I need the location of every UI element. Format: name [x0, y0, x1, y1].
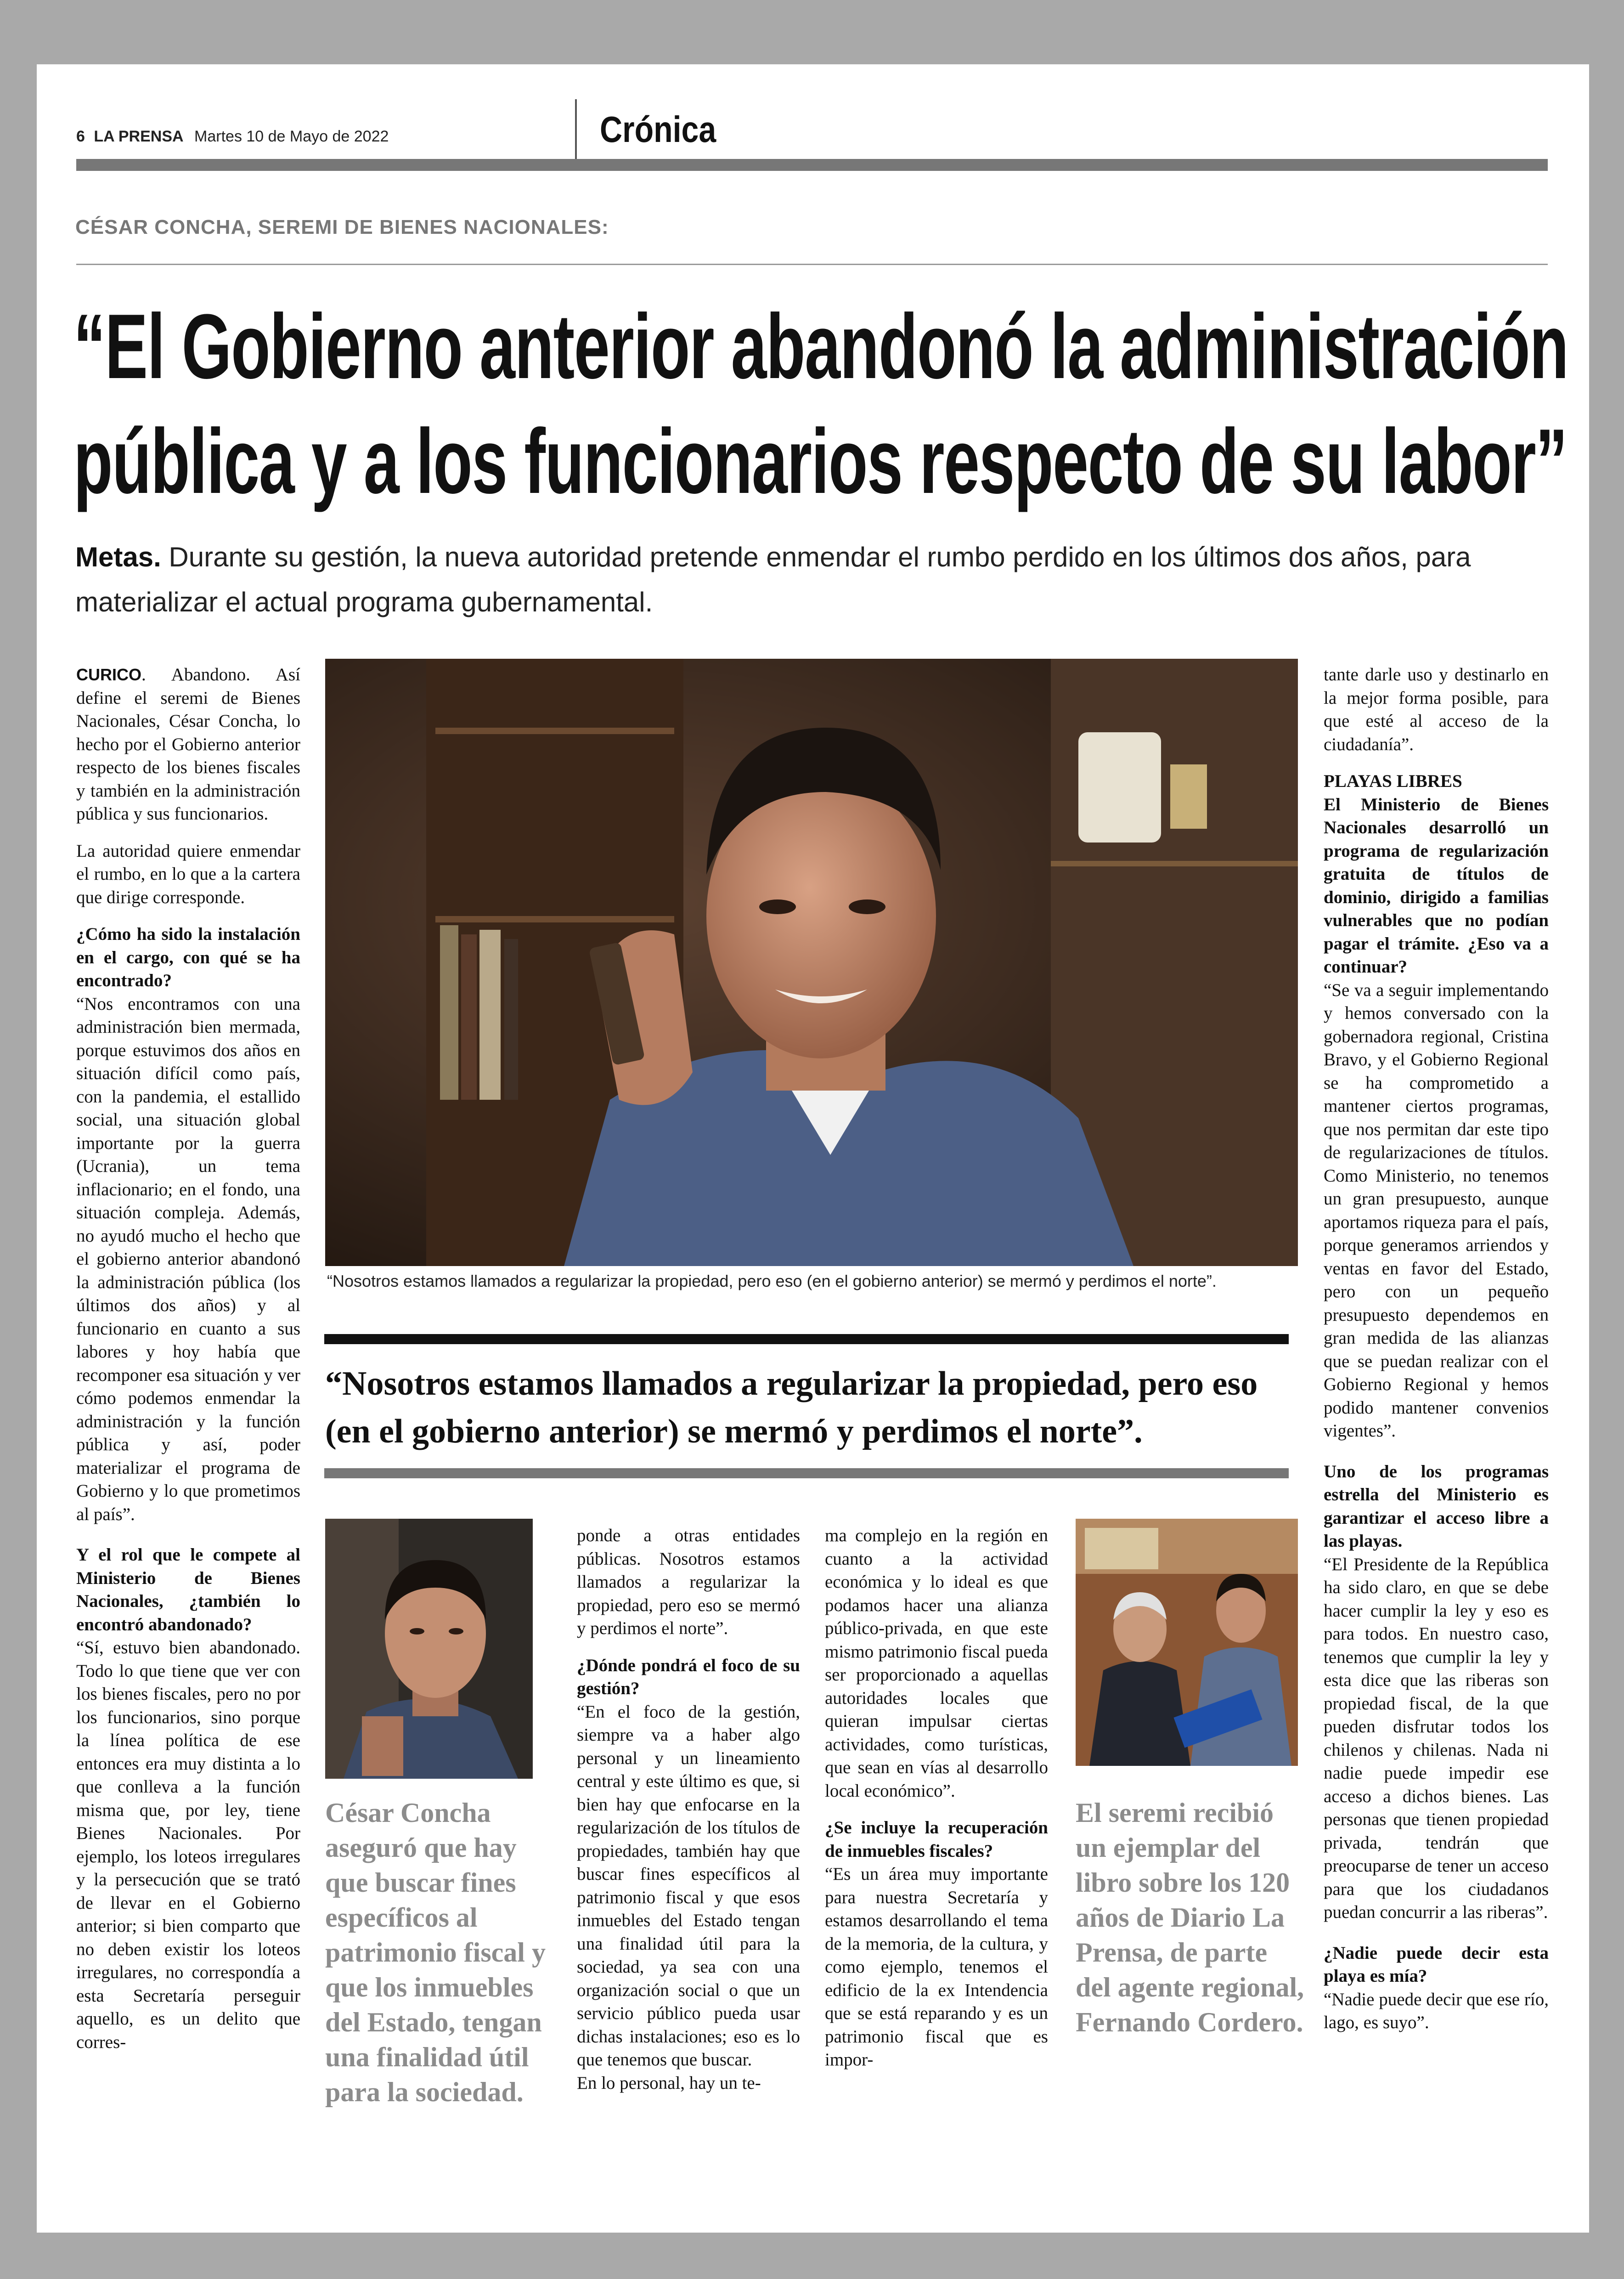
portrait-photo-image [325, 1519, 533, 1779]
deck [75, 535, 1536, 625]
paragraph: La autoridad quiere enmendar el rumbo, en lo que a la cartera que dirige corresponde. [76, 841, 300, 907]
kicker-rule [76, 264, 1548, 265]
question: El Ministerio de Bienes Nacionales desarrolló un programa de regularización gratuita de títulos de dominio, dirigido a familias vulnerables que no podían pagar el trámite. ¿Eso va a continuar? [1324, 794, 1549, 977]
question: ¿Dónde pondrá el foco de su gestión? [577, 1655, 800, 1698]
headline-line-1: “El Gobierno anterior abandonó la administración [73, 295, 1568, 398]
lead-paragraph: CURICO. Abandono. Así define el seremi de Bienes Nacionales, César Concha, lo hecho por el Gobierno anterior respecto de los bienes fiscales y también en la administración pública y sus funcionarios. [76, 665, 300, 824]
header-rule [76, 159, 1548, 171]
side-quote-1: César Concha aseguró que hay que buscar fines específicos al patrimonio fiscal y que los inmuebles del Estado, tengan una finalidad útil para la sociedad. [325, 1798, 546, 2107]
issue-date: Martes 10 de Mayo de 2022 [194, 128, 389, 145]
section-title: Crónica [600, 109, 716, 150]
question: ¿Cómo ha sido la instalación en el cargo, con qué se ha encontrado? [76, 924, 300, 990]
paragraph: tante darle uso y destinarlo en la mejor forma posible, para que esté al acceso de la ciudadanía”. [1324, 665, 1549, 754]
answer: “Nadie puede decir que ese río, lago, es suyo”. [1324, 1989, 1549, 2032]
pull-quote-rule-top [324, 1334, 1289, 1344]
pull-quote-rule-bottom [324, 1468, 1289, 1478]
column-3 [577, 1524, 800, 2109]
column-5 [1324, 663, 1549, 2052]
folio-divider [575, 99, 577, 159]
paragraph: En lo personal, hay un te- [577, 2073, 761, 2093]
question: Uno de los programas estrella del Ministerio es garantizar el acceso libre a las playas. [1324, 1461, 1549, 1551]
column-1 [76, 663, 300, 2071]
column-4 [825, 1524, 1048, 2089]
question: Y el rol que le compete al Ministerio de Bienes Nacionales, ¿también lo encontró abandonado? [76, 1545, 300, 1634]
book-handover-photo [1076, 1519, 1298, 1766]
book-handover-photo-image [1076, 1519, 1298, 1766]
dateline: CURICO [76, 665, 141, 684]
headline [73, 289, 1568, 519]
question: ¿Se incluye la recuperación de inmuebles fiscales? [825, 1818, 1048, 1861]
deck-text: Durante su gestión, la nueva autoridad pretende enmendar el rumbo perdido en los últimos dos años, para materializar el actual programa gubernamental. [75, 542, 1471, 617]
kicker: CÉSAR CONCHA, SEREMI DE BIENES NACIONALES: [75, 216, 609, 238]
paragraph: ponde a otras entidades públicas. Nosotros estamos llamados a regularizar la propiedad, pero eso se mermó y perdimos el norte”. [577, 1526, 800, 1638]
main-photo-image [325, 659, 1298, 1266]
side-quote-2: El seremi recibió un ejemplar del libro sobre los 120 años de Diario La Prensa, de parte del agente regional, Fernando Cordero. [1076, 1798, 1304, 2037]
answer: “Nos encontramos con una administración bien mermada, porque estuvimos dos años en situación difícil como país, con la pandemia, el estallido social, una situación global importante por la guerra (Ucrania), un tema inflacionario; en el fondo, una situación compleja. Además, no ayudó mucho el hecho que el gobierno anterior abandonó la administración pública (los últimos dos años) y al funcionario en cuanto a sus labores y hoy había que recomponer esa situación y ver cómo podemos enmendar la administración y la función pública y así, poder materializar el programa de Gobierno y lo que prometimos al país”. [76, 994, 300, 1524]
headline-line-2: pública y a los funcionarios respecto de su labor” [73, 410, 1567, 513]
answer: “El Presidente de la República ha sido claro, en que se debe hacer cumplir la ley y eso es para todos. En nuestro caso, tenemos que cumplir la ley y esta dice que las riberas son propiedad fiscal, de la que pueden disfrutar todos los chilenos y chilenas. Nada ni nadie puede impedir ese acceso a dichos bienes. Las personas que tienen propiedad privada, tendrán que preocuparse de tener un acceso para que los ciudadanos puedan concurrir a las riberas”. [1324, 1554, 1549, 1922]
answer: “En el foco de la gestión, siempre va a haber algo personal y un lineamiento central y este último es que, si bien hay que enfocarse en la regularización de los títulos de propiedades, también hay que buscar fines específicos al patrimonio fiscal y que esos inmuebles del Estado tengan una finalidad útil para la sociedad, ya sea con una organización social o que un servicio público pueda usar dichas instalaciones; eso es lo que tenemos que buscar. [577, 1702, 800, 2070]
paragraph: ma complejo en la región en cuanto a la actividad económica y lo ideal es que podamos hacer una alianza público-privada, en que este mismo patrimonio fiscal pueda ser proporcionado a aquellas autoridades locales que quieran impulsar ciertas actividades, como turísticas, que sean en vías al desarrollo local económico”. [825, 1526, 1048, 1801]
answer: “Es un área muy importante para nuestra Secretaría y estamos desarrollando el tema de la memoria, de la cultura, y como ejemplo, tenemos el edificio de la ex Intendencia que se está reparando y es un patrimonio fiscal que es impor- [825, 1864, 1048, 2070]
main-photo [325, 659, 1298, 1266]
answer: “Sí, estuvo bien abandonado. Todo lo que tiene que ver con los bienes fiscales, pero no por los funcionarios, sino porque la línea política de ese entonces era muy distinta a lo que conlleva a la función misma que, por ley, tiene Bienes Nacionales. Por ejemplo, los loteos irregulares y la persecución que se trató de llevar en el Gobierno anterior; si bien comparto que no deben existir los loteos irregulares, no correspondía a esta Secretaría perseguir aquello, es un delito que corres- [76, 1638, 300, 2052]
subhead: PLAYAS LIBRES [1324, 771, 1462, 791]
deck-label: Metas. [75, 542, 161, 572]
question: ¿Nadie puede decir esta playa es mía? [1324, 1943, 1549, 1986]
photo-caption: “Nosotros estamos llamados a regularizar la propiedad, pero eso (en el gobierno anterior) se mermó y perdimos el norte”. [327, 1272, 1217, 1290]
publication-name: LA PRENSA [94, 128, 184, 145]
answer: “Se va a seguir implementando y hemos conversado con la gobernadora regional, Cristina Bravo, y el Gobierno Regional se ha comprometido a mantener ciertos programas, que nos permitan dar este tipo de regularizaciones de títulos. Como Ministerio, no tenemos un gran presupuesto, aunque aportamos riqueza para el país, porque generamos arriendos y ventas en favor del Estado, pero con un pequeño presupuesto dependemos en gran medida de las alianzas que se puedan realizar con el Gobierno Regional y hemos podido mantener convenios vigentes”. [1324, 980, 1549, 1441]
pull-quote: “Nosotros estamos llamados a regularizar la propiedad, pero eso (en el gobierno anterior) se mermó y perdimos el norte”. [325, 1365, 1258, 1450]
portrait-photo [325, 1519, 533, 1779]
folio [76, 128, 389, 146]
page-number: 6 [76, 128, 85, 145]
